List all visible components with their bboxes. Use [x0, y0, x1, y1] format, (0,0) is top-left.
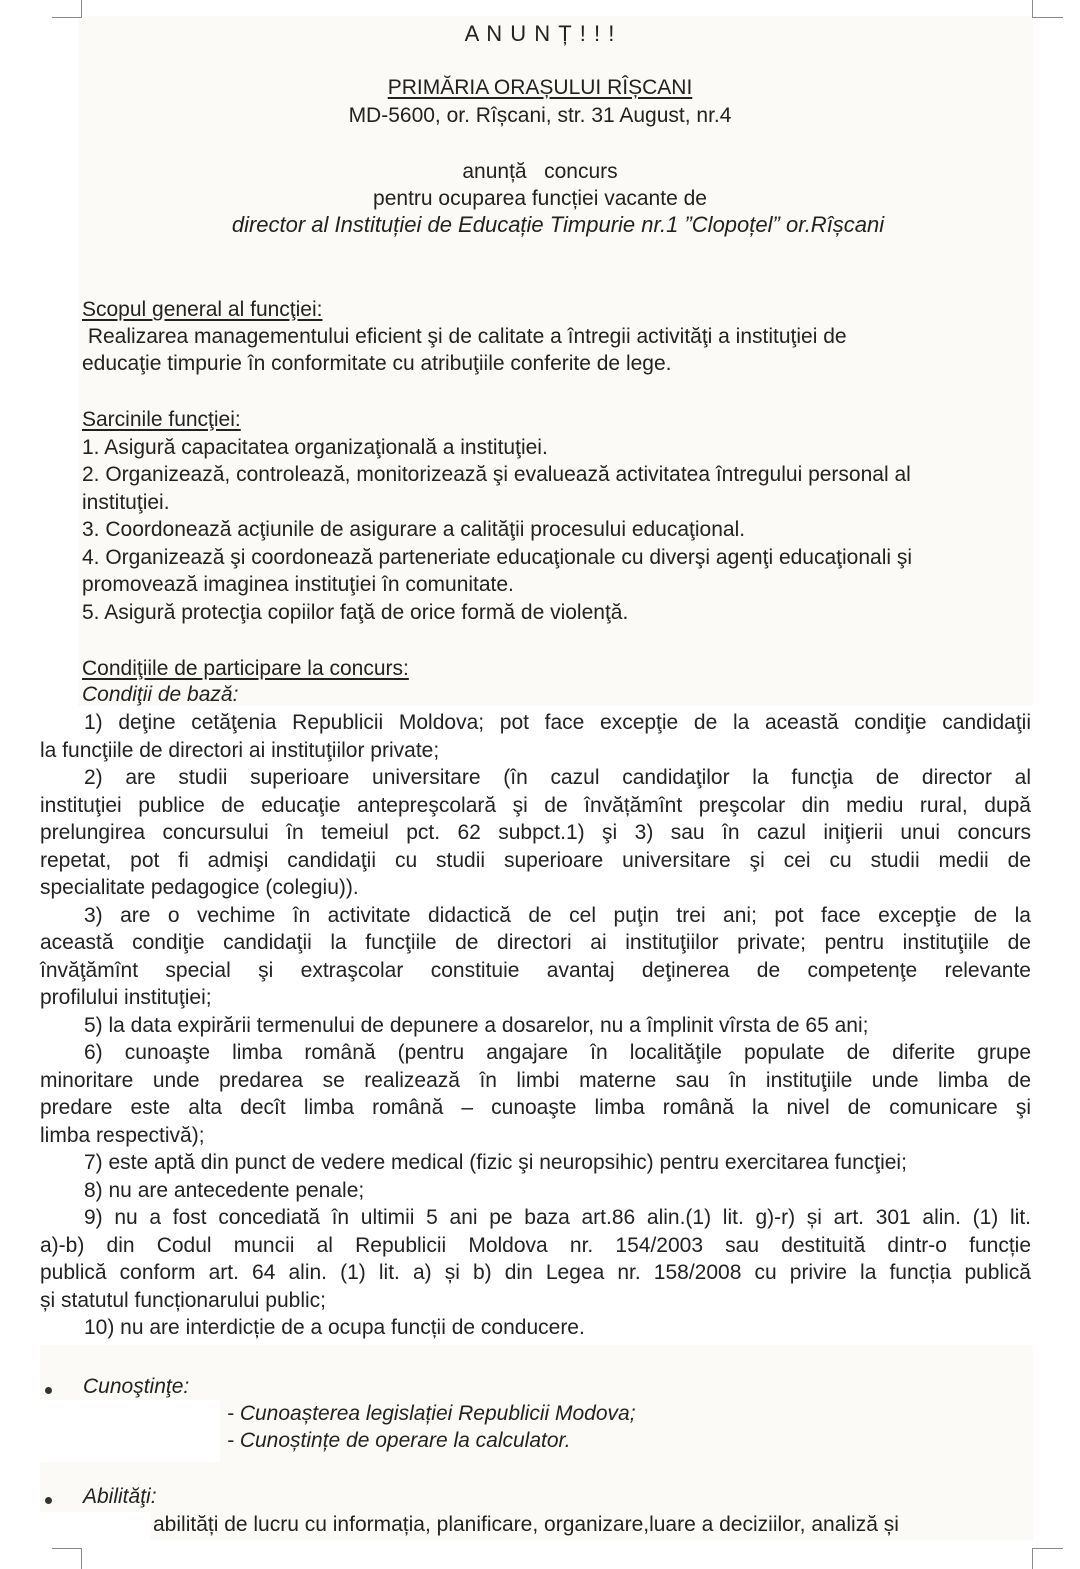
condition-line: minoritare unde predarea se realizează în limbi materne sau în instituţiile unde limba de	[40, 1068, 1031, 1092]
condition-line: limba respectivă);	[40, 1123, 205, 1147]
condition-line: 5) la data expirării termenului de depunere a dosarelor, nu a împlinit vîrsta de 65 ani;	[84, 1013, 869, 1037]
knowledge-heading: Cunoştinţe:	[83, 1375, 190, 1398]
bullet-icon	[45, 1387, 52, 1394]
task-item: 1. Asigură capacitatea organizaţională a instituţiei.	[82, 436, 548, 459]
task-item: instituţiei.	[82, 491, 170, 514]
knowledge-item: - Cunoașterea legislației Republicii Modova;	[227, 1402, 636, 1425]
knowledge-item: - Cunoștințe de operare la calculator.	[227, 1429, 571, 1452]
condition-line: 7) este aptă din punct de vedere medical (fizic şi neuropsihic) pentru exercitarea funcţiei;	[84, 1151, 907, 1174]
condition-line: învăţămînt special şi extraşcolar constituie avantaj deţinerea de competenţe relevante	[40, 958, 1031, 982]
condition-line: această condiţie candidaţii la funcţiile de directori ai instituţiilor private; pentru instituţiile de	[40, 931, 1031, 954]
condition-line: a)-b) din Codul muncii al Republicii Moldova nr. 154/2003 sau destituită dintr-o funcție	[40, 1233, 1031, 1257]
condition-line: și statutul funcționarului public;	[40, 1288, 326, 1312]
condition-line: publică conform art. 64 alin. (1) lit. a) și b) din Legea nr. 158/2008 cu privire la funcția publică	[40, 1261, 1031, 1284]
skills-heading: Abilităţi:	[83, 1485, 157, 1508]
conditions-list	[40, 709, 1031, 1342]
condition-line: 3) are o vechime în activitate didactică de cel puţin trei ani; pot face excepţie de la	[84, 903, 1031, 927]
condition-line: 1) deţine cetăţenia Republicii Moldova; pot face excepţie de la această condiţie candidaţii	[84, 711, 1031, 734]
institution-name: PRIMĂRIA ORAȘULUI RÎȘCANI	[387, 76, 693, 99]
condition-line: instituţiei publice de educaţie antepreşcolară şi de învățămînt preşcolar din mediu rural, după	[40, 793, 1031, 817]
task-item: 4. Organizează şi coordonează parteneriate educaţionale cu diverşi agenţi educaţionali şi	[82, 546, 913, 569]
purpose-line: educaţie timpurie în conformitate cu atribuţiile conferite de lege.	[82, 352, 672, 375]
crop-mark-top-left	[52, 0, 82, 18]
tasks-heading: Sarcinile funcţiei:	[82, 408, 241, 431]
condition-line: la funcţiile de directori ai instituţiilor private;	[40, 738, 440, 762]
condition-line: profilului instituţiei;	[40, 986, 212, 1009]
conditions-heading: Condiţiile de participare la concurs:	[82, 657, 409, 680]
condition-line: repetat, pot fi admişi candidaţii cu studii superioare universitare şi cei cu studii medii de	[40, 848, 1031, 872]
purpose-heading: Scopul general al funcţiei:	[82, 298, 323, 321]
task-item: 5. Asigură protecţia copiilor faţă de orice formă de violenţă.	[82, 601, 629, 624]
task-item: 3. Coordonează acţiunile de asigurare a calităţii procesului educaţional.	[82, 518, 746, 541]
condition-line: specialitate pedagogice (colegiu)).	[40, 876, 359, 899]
condition-line: 9) nu a fost concediată în ultimii 5 ani pe baza art.86 alin.(1) lit. g)-r) și art. 301 alin. (1) lit.	[84, 1206, 1031, 1229]
position-intro: pentru ocuparea funcției vacante de	[373, 187, 707, 210]
position-title: director al Instituției de Educație Timpurie nr.1 ”Clopoțel” or.Rîșcani	[231, 212, 885, 237]
skills-line: abilități de lucru cu informația, planificare, organizare,luare a deciziilor, analiză și	[153, 1513, 899, 1536]
announces-contest: anunță concurs	[462, 160, 618, 183]
task-item: 2. Organizează, controlează, monitorizează şi evaluează activitatea întregului personal al	[82, 463, 911, 486]
bottom-shade-gap	[40, 1400, 220, 1462]
crop-mark-top-right	[1032, 0, 1063, 18]
task-item: promovează imaginea instituţiei în comunitate.	[82, 573, 514, 596]
bottom-shade-gap2	[40, 1512, 150, 1542]
bullet-icon	[45, 1497, 52, 1504]
condition-line: 2) are studii superioare universitare (în cazul candidaţilor la funcţia de director al	[84, 766, 1031, 789]
condition-line: 10) nu are interdicție de a ocupa funcții de conducere.	[84, 1316, 585, 1339]
announcement-title: A N U N Ț ! ! !	[464, 21, 616, 46]
condition-line: predare este alta decît limba română – cunoaşte limba română la nivel de comunicare şi	[40, 1096, 1031, 1119]
crop-mark-bottom-left	[52, 1548, 82, 1569]
crop-mark-bottom-right	[1032, 1548, 1063, 1569]
condition-line: prelungirea concursului în temeiul pct. 62 subpct.1) şi 3) sau în cazul iniţierii unui concurs	[40, 821, 1031, 844]
institution-address: MD-5600, or. Rîșcani, str. 31 August, nr.4	[348, 104, 732, 127]
condition-line: 8) nu are antecedente penale;	[84, 1178, 365, 1202]
purpose-line: Realizarea managementului eficient şi de calitate a întregii activităţi a instituţiei de	[82, 325, 847, 348]
condition-line: 6) cunoaşte limba română (pentru angajare în localităţile populate de diferite grupe	[84, 1041, 1031, 1064]
conditions-subheading: Condiţii de bază:	[82, 683, 239, 706]
